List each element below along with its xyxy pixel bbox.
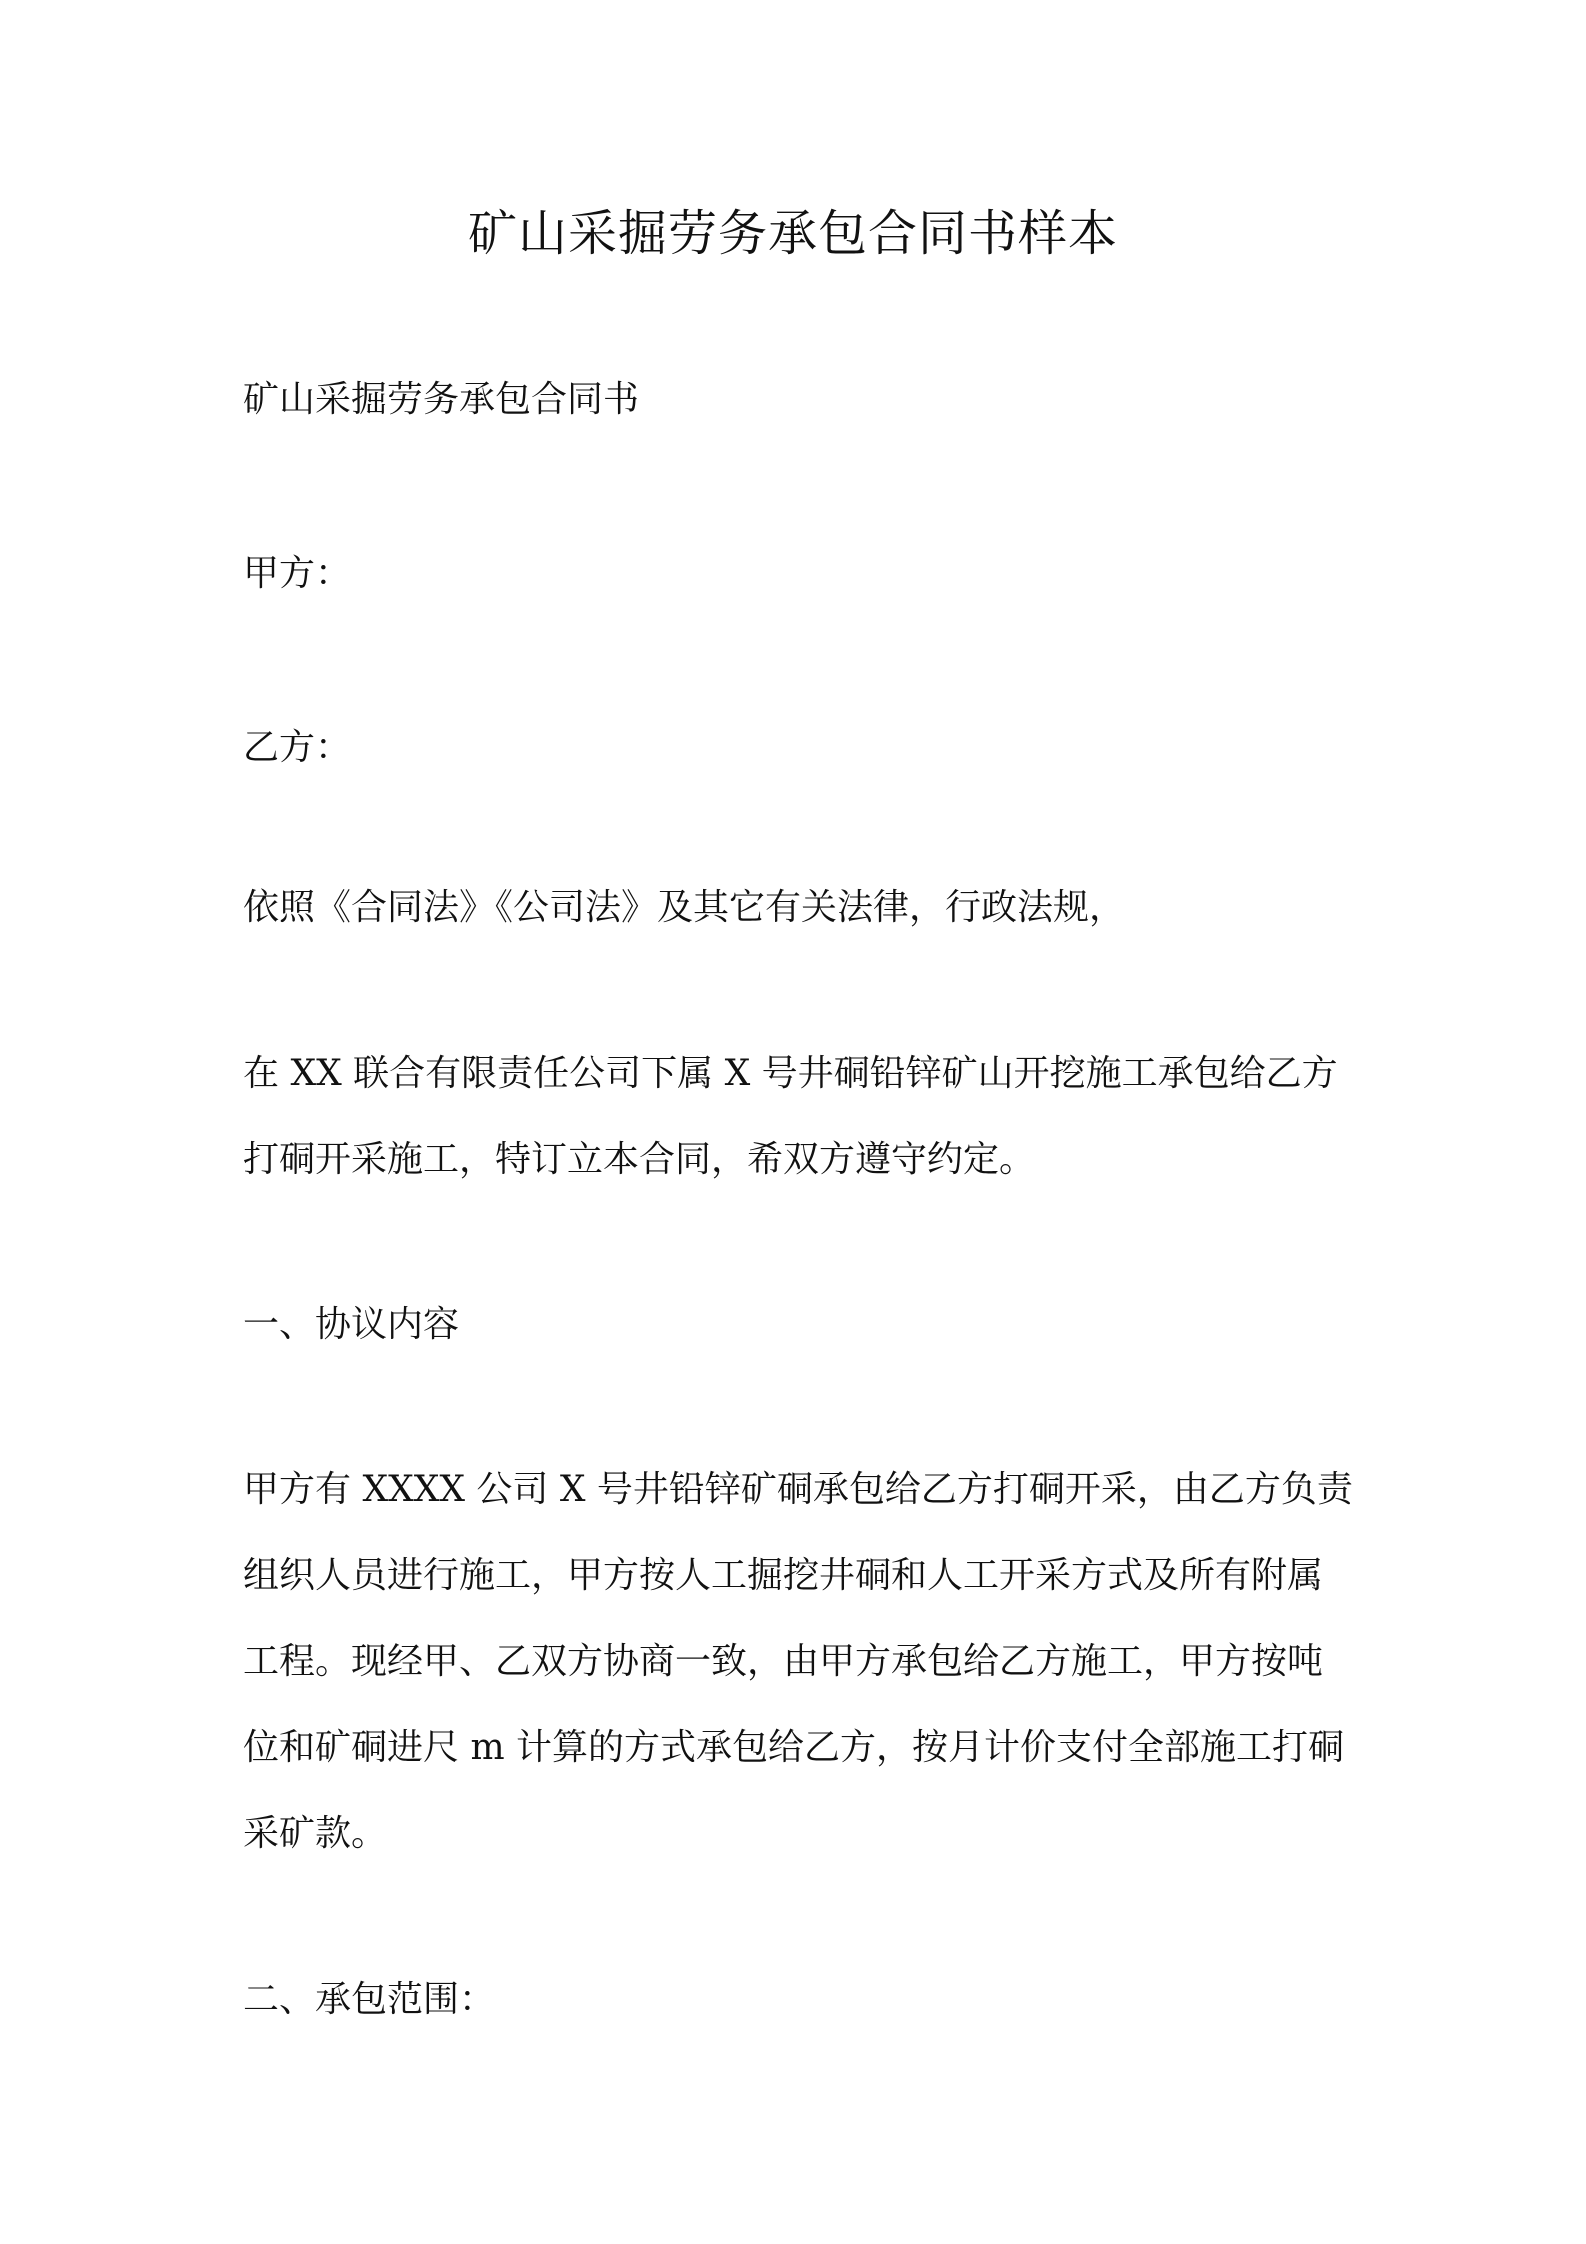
party-b-label: 乙方： <box>243 727 352 768</box>
contract-subtitle: 矿山采掘劳务承包合同书 <box>243 379 640 420</box>
section-1-heading: 一、协议内容 <box>243 1304 460 1345</box>
section-2-heading: 二、承包范围： <box>243 1979 496 2020</box>
document-title: 矿山采掘劳务承包合同书样本 <box>467 205 1118 262</box>
intro-line: 打硐开采施工，特订立本合同，希双方遵守约定。 <box>243 1139 1036 1180</box>
section-1-line: 采矿款。 <box>243 1813 388 1854</box>
legal-basis-paragraph: 依照《合同法》《公司法》及其它有关法律，行政法规， <box>243 887 1126 928</box>
party-a-label: 甲方： <box>243 553 352 594</box>
section-1-line: 甲方有 XXXX 公司 X 号井铅锌矿硐承包给乙方打硐开采，由乙方负责 <box>243 1469 1353 1510</box>
section-1-paragraph <box>243 1447 1358 1877</box>
intro-paragraph <box>243 1031 1358 1203</box>
section-1-line: 工程。现经甲、乙双方协商一致，由甲方承包给乙方施工，甲方按吨 <box>243 1641 1324 1682</box>
section-1-line: 位和矿硐进尺 m 计算的方式承包给乙方，按月计价支付全部施工打硐 <box>243 1727 1345 1768</box>
intro-line: 在 XX 联合有限责任公司下属 X 号井硐铅锌矿山开挖施工承包给乙方 <box>243 1053 1338 1094</box>
section-1-line: 组织人员进行施工，甲方按人工掘挖井硐和人工开采方式及所有附属 <box>243 1555 1324 1596</box>
